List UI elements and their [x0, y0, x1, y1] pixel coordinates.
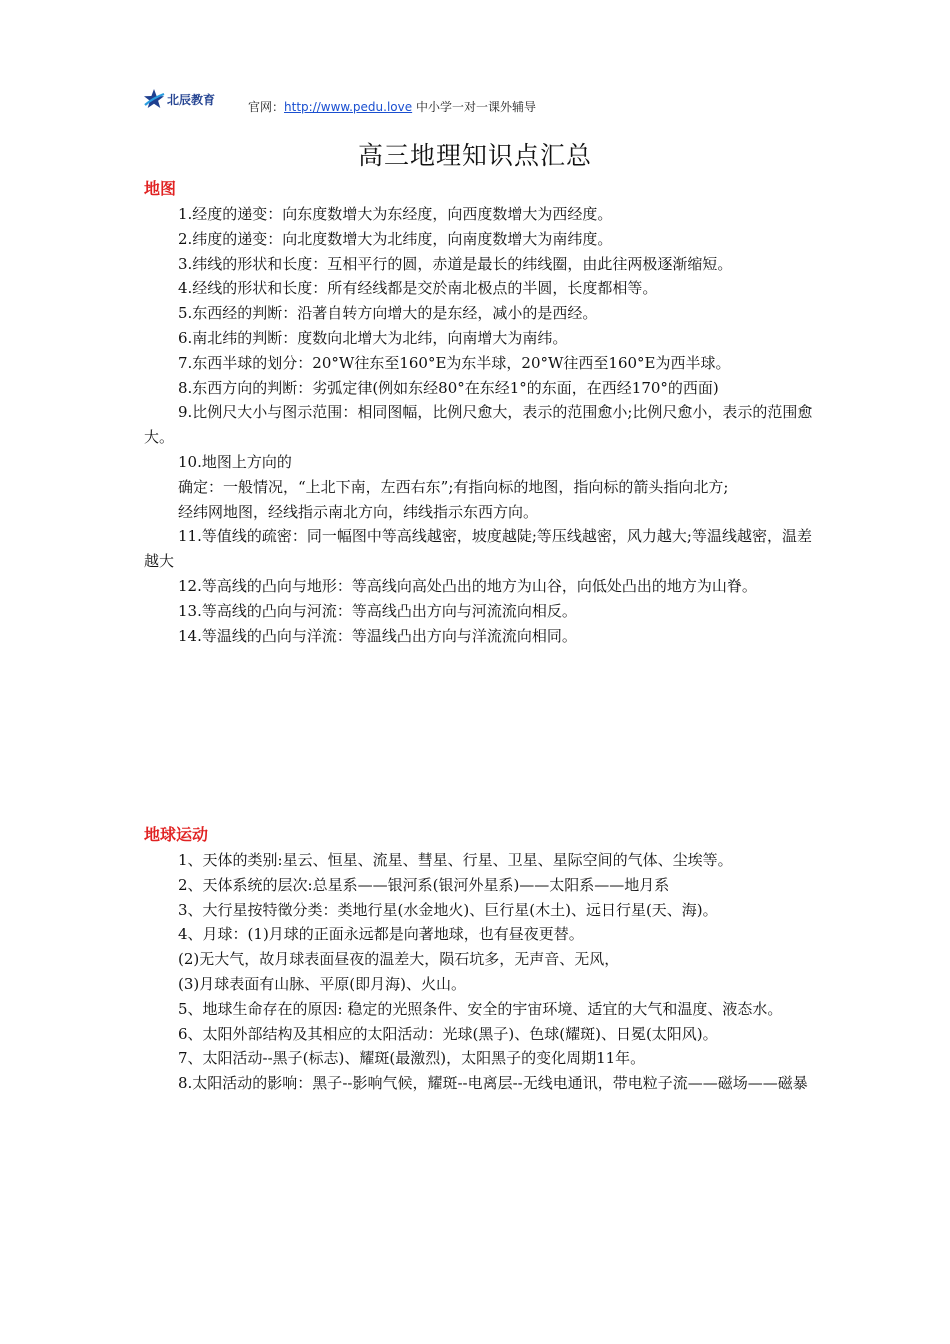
site-tagline: 中小学一对一课外辅导: [415, 100, 536, 114]
paragraph: 4、月球：(1)月球的正面永远都是向著地球，也有昼夜更替。: [178, 925, 584, 944]
paragraph: 5.东西经的判断：沿著自转方向增大的是东经，减小的是西经。: [178, 304, 598, 323]
paragraph: 5、地球生命存在的原因: 稳定的光照条件、安全的宇宙环境、适宜的大气和温度、液态水。: [178, 999, 783, 1018]
paragraph: 2、天体系统的层次:总星系——银河系(银河外星系)——太阳系——地月系: [178, 875, 670, 894]
site-link[interactable]: http://www.pedu.love: [284, 100, 413, 114]
site-prefix: 官网：: [248, 100, 285, 114]
section-heading: 地图: [144, 179, 177, 198]
paragraph: 6.南北纬的判断：度数向北增大为北纬，向南增大为南纬。: [178, 328, 568, 347]
paragraph: 2.纬度的递变：向北度数增大为北纬度，向南度数增大为南纬度。: [178, 229, 613, 248]
paragraph: 14.等温线的凸向与洋流：等温线凸出方向与洋流流向相同。: [178, 626, 577, 645]
logo-text: 北辰教育: [167, 92, 216, 107]
section-earth-motion: [144, 823, 816, 1096]
paragraph: 8.东西方向的判断：劣弧定律(例如东经80°在东经1°的东面，在西经170°的西面): [178, 378, 719, 397]
paragraph: 确定：一般情况，“上北下南，左西右东”;有指向标的地图，指向标的箭头指向北方;: [178, 477, 729, 496]
paragraph: 6、太阳外部结构及其相应的太阳活动：光球(黑子)、色球(耀斑)、日冕(太阳风)。: [178, 1024, 718, 1043]
section-map: [144, 177, 816, 648]
paragraph: 12.等高线的凸向与地形：等高线向高处凸出的地方为山谷，向低处凸出的地方为山脊。: [178, 576, 757, 595]
paragraph: 11.等值线的疏密：同一幅图中等高线越密，坡度越陡;等压线越密，风力越大;等温线越密，温差越大: [144, 527, 812, 571]
paragraph: 3.纬线的形状和长度：互相平行的圆，赤道是最长的纬线圈，由此往两极逐渐缩短。: [178, 254, 733, 273]
paragraph: 经纬网地图，经线指示南北方向，纬线指示东西方向。: [178, 502, 539, 521]
paragraph: 7.东西半球的划分：20°W往东至160°E为东半球，20°W往西至160°E为西半球。: [178, 353, 731, 372]
paragraph: (2)无大气，故月球表面昼夜的温差大，陨石坑多，无声音、无风，: [178, 950, 620, 969]
paragraph: 9.比例尺大小与图示范围：相同图幅，比例尺愈大，表示的范围愈小;比例尺愈小，表示的范围愈大。: [144, 403, 813, 447]
paragraph: 1.经度的递变：向东度数增大为东经度，向西度数增大为西经度。: [178, 205, 613, 223]
paragraph: 8.太阳活动的影响：黑子--影响气候，耀斑--电离层--无线电通讯，带电粒子流——磁场——磁暴: [178, 1074, 808, 1093]
paragraph: (3)月球表面有山脉、平原(即月海)、火山。: [178, 974, 466, 993]
site-info: [248, 98, 536, 115]
brand-logo: [143, 88, 215, 110]
paragraph: 7、太阳活动--黑子(标志)、耀斑(最激烈)，太阳黑子的变化周期11年。: [178, 1049, 646, 1068]
page-title: 高三地理知识点汇总: [357, 141, 592, 170]
paragraph: 3、大行星按特徵分类：类地行星(水金地火)、巨行星(木土)、远日行星(天、海)。: [178, 900, 718, 919]
section-heading: 地球运动: [144, 825, 209, 844]
star-logo-icon: [143, 88, 165, 110]
page-header: [143, 86, 823, 120]
paragraph: 13.等高线的凸向与河流：等高线凸出方向与河流流向相反。: [178, 601, 577, 620]
paragraph: 4.经线的形状和长度：所有经线都是交於南北极点的半圆，长度都相等。: [178, 279, 658, 298]
paragraph: 10.地图上方向的: [178, 452, 292, 471]
paragraph: 1、天体的类别:星云、恒星、流星、彗星、行星、卫星、星际空间的气体、尘埃等。: [178, 851, 733, 869]
